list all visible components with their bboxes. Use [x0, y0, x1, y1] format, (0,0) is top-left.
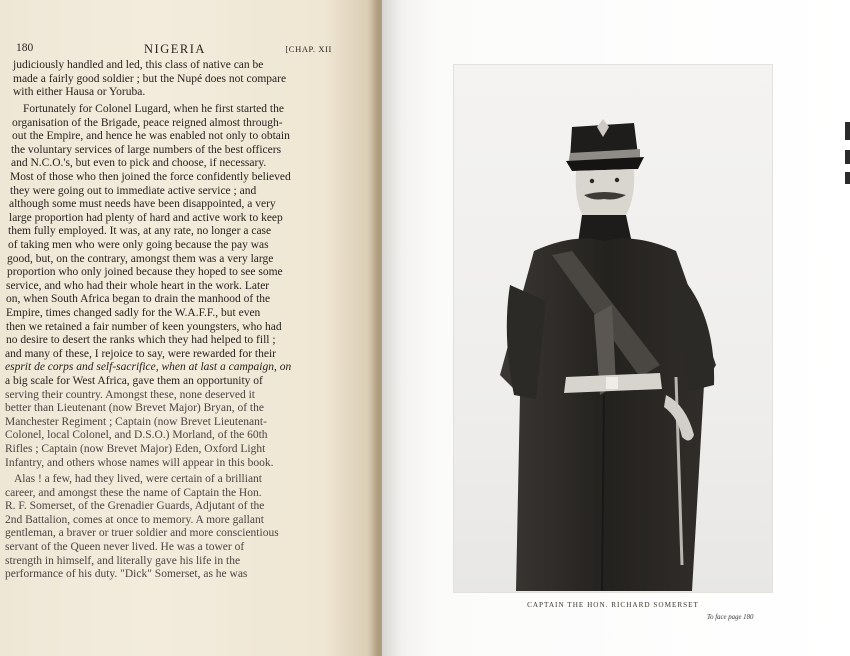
- text-line: and N.C.O.'s, but even to pick and choose, if necessary.: [11, 157, 267, 170]
- running-title: NIGERIA: [144, 42, 206, 56]
- edge-tab-mark: [845, 122, 850, 140]
- text-line: servant of the Queen never lived. He was a tower of: [5, 541, 245, 553]
- text-line: good, but, on the contrary, amongst them was a very large: [7, 252, 274, 265]
- edge-tab-mark: [845, 172, 850, 184]
- edge-tab-mark: [845, 150, 850, 164]
- text-line: made a fairly good soldier ; but the Nupé does not compare: [13, 72, 287, 85]
- text-line: Alas ! a few, had they lived, were certain of a brilliant: [14, 473, 262, 485]
- text-line: R. F. Somerset, of the Grenadier Guards, Adjutant of the: [5, 500, 265, 513]
- text-line: and many of these, I rejoice to say, were rewarded for their: [5, 347, 276, 360]
- text-line: the voluntary services of large numbers of the best officers: [11, 143, 282, 156]
- chapter-reference: [CHAP. XII: [285, 44, 332, 54]
- book-gutter: [368, 0, 382, 656]
- text-line: Infantry, and others whose names will appear in this book.: [5, 456, 274, 469]
- facing-page-note: To face page 180: [707, 614, 754, 621]
- text-line: on, when South Africa began to drain the manhood of the: [6, 293, 271, 306]
- text-line: them fully employed. It was, at any rate, no longer a case: [8, 225, 272, 238]
- text-line: of taking men who were only going because the pay was: [8, 239, 269, 251]
- text-line: proportion who only joined because they hoped to see some: [7, 266, 283, 279]
- text-line: better than Lieutenant (now Brevet Major) Bryan, of the: [5, 402, 264, 415]
- right-eye: [615, 178, 619, 182]
- text-line: career, and amongst these the name of Captain the Hon.: [5, 486, 262, 499]
- text-line: strength in himself, and literally gave his life in the: [5, 554, 241, 567]
- text-line: then we retained a fair number of keen youngsters, who had: [6, 320, 282, 333]
- page-number: 180: [16, 42, 34, 54]
- text-line: 2nd Battalion, comes at once to memory. A more gallant: [5, 513, 264, 526]
- left-page: [0, 0, 382, 656]
- text-line: Empire, times changed sadly for the W.A.F.F., but even: [6, 307, 261, 319]
- text-line: organisation of the Brigade, peace reigned almost through-: [12, 116, 283, 129]
- text-line: gentleman, a braver or truer soldier and more conscientious: [5, 527, 279, 540]
- text-line: out the Empire, and hence he was enabled not only to obtain: [12, 130, 290, 143]
- portrait-plate: [453, 64, 773, 593]
- belt-buckle: [606, 377, 618, 389]
- text-line: service, and who had their whole heart in the work. Later: [6, 279, 270, 292]
- text-line: large proportion had plenty of hard and active work to keep: [9, 211, 283, 224]
- text-line: with either Hausa or Yoruba.: [13, 86, 146, 99]
- text-line: Rifles ; Captain (now Brevet Major) Eden, Oxford Light: [5, 443, 266, 455]
- text-line: esprit de corps and self-sacrifice, when at last a campaign, on: [5, 361, 292, 374]
- text-line: judiciously handled and led, this class of native can be: [13, 59, 264, 71]
- text-line: performance of his duty. "Dick" Somerset, as he was: [5, 568, 248, 581]
- text-line: no desire to desert the ranks which they had helped to fill ;: [6, 334, 276, 347]
- plate-caption: CAPTAIN THE HON. RICHARD SOMERSET: [527, 601, 699, 609]
- text-line: a big scale for West Africa, gave them an opportunity of: [5, 375, 263, 387]
- text-line: Fortunately for Colonel Lugard, when he first started the: [23, 103, 284, 115]
- running-head: [16, 42, 332, 58]
- text-line: Manchester Regiment ; Captain (now Brevet Lieutenant-: [5, 415, 267, 428]
- text-line: serving their country. Amongst these, none deserved it: [5, 388, 255, 401]
- text-line: although some must needs have been disappointed, a very: [9, 198, 276, 211]
- text-line: they were going out to immediate active service ; and: [10, 184, 257, 197]
- left-eye: [590, 179, 594, 183]
- text-line: Most of those who then joined the force confidently believed: [10, 171, 291, 183]
- officer-portrait: [454, 65, 772, 592]
- text-line: Colonel, local Colonel, and D.S.O.) Morland, of the 60th: [5, 429, 268, 442]
